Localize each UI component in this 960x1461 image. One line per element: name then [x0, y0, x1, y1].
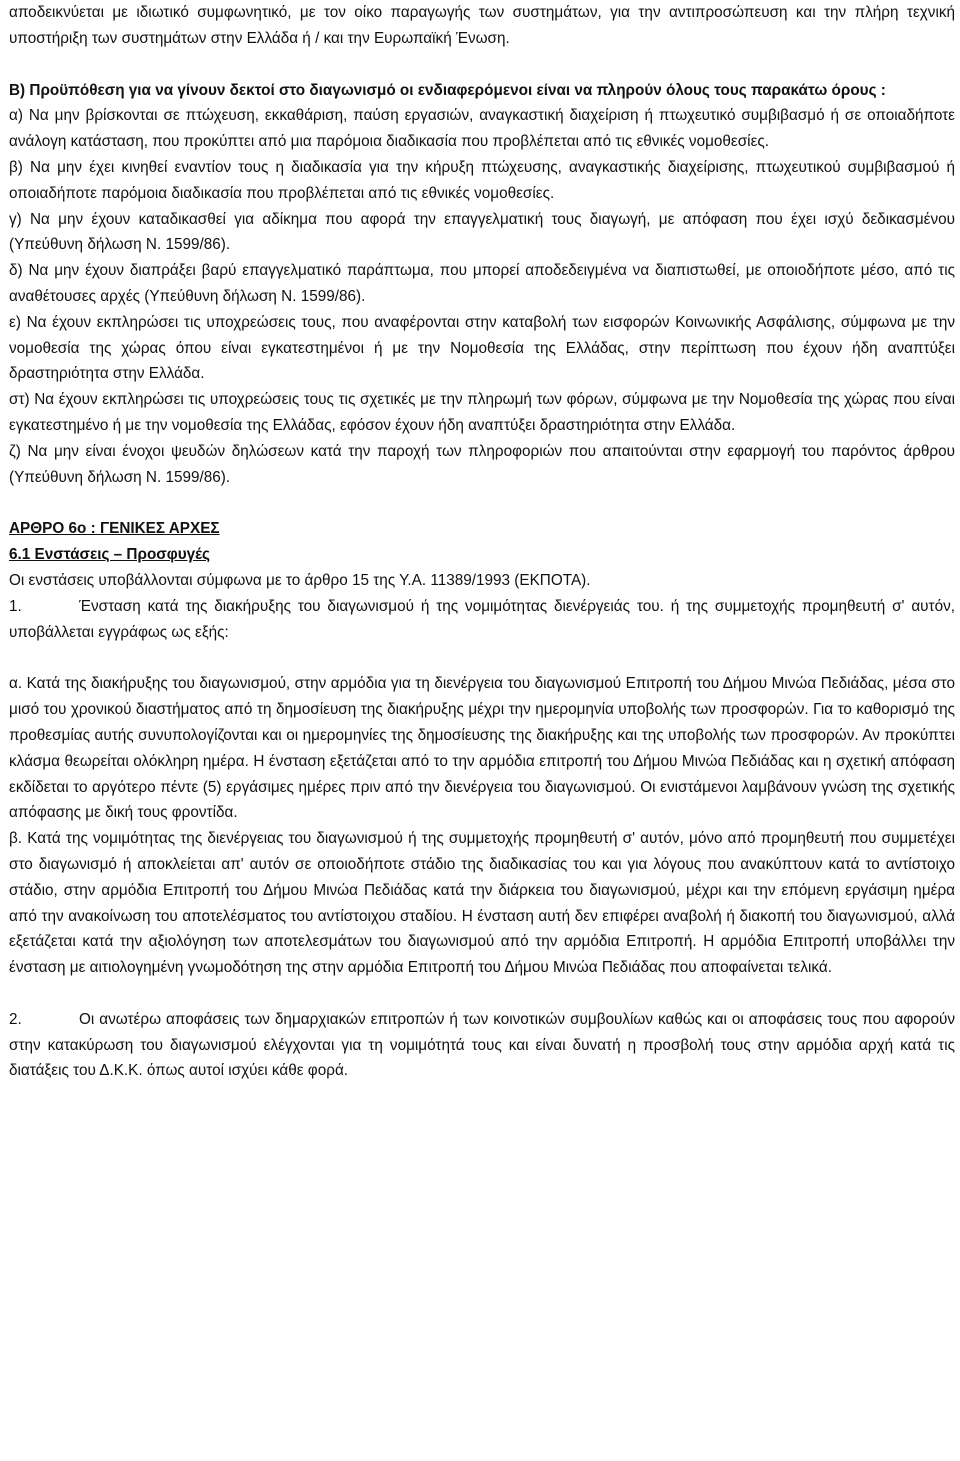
condition-c: γ) Να μην έχουν καταδικασθεί για αδίκημα που αφορά την επαγγελματική τους διαγωγή, με απόφαση που έχει ισχύ δεδικασμένου (Υπεύθυνη δήλωση Ν. 1599/86).	[9, 210, 955, 254]
spacer	[9, 981, 955, 1007]
article-6-1-subtitle: 6.1 Ενστάσεις – Προσφυγές	[9, 546, 210, 564]
condition-b: β) Να μην έχει κινηθεί εναντίον τους η διαδικασία για την κήρυξη πτώχευσης, αναγκαστικής διαχείρισης, πτωχευτικού συμβιβασμού ή οποιαδήποτε παρόμοια διαδικασία που προβλέπεται από τις εθνικές νομοθεσίες.	[9, 158, 955, 202]
item-1-text: Ένσταση κατά της διακήρυξης του διαγωνισμού ή της νομιμότητας διενέργειάς του. ή της συμμετοχής προμηθευτή σ' αυτόν, υποβάλλεται εγγράφως ως εξής:	[9, 597, 955, 641]
condition-a: α) Να μην βρίσκονται σε πτώχευση, εκκαθάριση, παύση εργασιών, αναγκαστική διαχείριση ή πτωχευτικό συμβιβασμό ή σε οποιαδήποτε ανάλογη κατάσταση, που προκύπτει από μια παρόμοια διαδικασία που προβλέπεται από τις εθνικές νομοθεσίες.	[9, 107, 955, 151]
document-page	[9, 0, 955, 1084]
numbered-item-2	[9, 1007, 955, 1084]
intro-paragraph: αποδεικνύεται με ιδιωτικό συμφωνητικό, με τον οίκο παραγωγής των συστημάτων, για την αντιπροσώπευση και την πλήρη τεχνική υποστήριξη των συστημάτων στην Ελλάδα ή / και την Ευρωπαϊκή Ένωση.	[9, 4, 955, 47]
paragraph-b: β. Κατά της νομιμότητας της διενέργειας του διαγωνισμού ή της συμμετοχής προμηθευτή σ' αυτόν, μόνο από προμηθευτή που συμμετέχει στο διαγωνισμό ή αποκλείεται απ' αυτόν σε οποιοδήποτε στάδιο της διαδικασίας του και για λόγους που ανακύπτουν κατά το αντίστοιχο στάδιο, στην αρμόδια Επιτροπή του Δήμου Μινώα Πεδιάδας κατά την διάρκεια του διαγωνισμού, μέχρι και την επόμενη εργάσιμη ημέρα από την ανακοίνωση του αποτελέσματος του αντίστοιχου σταδίου. Η ένσταση αυτή δεν επιφέρει αναβολή ή διακοπή του διαγωνισμού, αλλά εξετάζεται κατά την αξιολόγηση των αποτελεσμάτων του διαγωνισμού από την αρμόδια Επιτροπή. Η αρμόδια Επιτροπή υποβάλλει την ένσταση με αιτιολογημένη γνωμοδότηση της στην αρμόδια Επιτροπή του Δήμου Μινώα Πεδιάδας που αποφαίνεται τελικά.	[9, 830, 955, 977]
spacer	[9, 490, 955, 516]
article-6-title: ΑΡΘΡΟ 6ο : ΓΕΝΙΚΕΣ ΑΡΧΕΣ	[9, 520, 220, 538]
objections-lead: Οι ενστάσεις υποβάλλονται σύμφωνα με το άρθρο 15 της Υ.Α. 11389/1993 (ΕΚΠΟΤΑ).	[9, 571, 591, 589]
item-2-marker: 2.	[9, 1010, 22, 1028]
section-b-title: Β) Προϋπόθεση για να γίνουν δεκτοί στο διαγωνισμό οι ενδιαφερόμενοι είναι να πληρούν όλους τους παρακάτω όρους :	[9, 81, 886, 99]
item-1-marker: 1.	[9, 597, 22, 615]
spacer	[9, 52, 955, 78]
condition-st: στ) Να έχουν εκπληρώσει τις υποχρεώσεις τους τις σχετικές με την πληρωμή των φόρων, σύμφωνα με την Νομοθεσία της χώρας που είναι εγκατεστημένο ή με την νομοθεσία της Ελλάδας, εφόσον έχουν ήδη αναπτύξει δραστηριότητα στην Ελλάδα.	[9, 391, 955, 434]
condition-d: δ) Να μην έχουν διαπράξει βαρύ επαγγελματικό παράπτωμα, που μπορεί αποδεδειγμένα να διαπιστωθεί, με οποιοδήποτε μέσο, από τις αναθέτουσες αρχές (Υπεύθυνη δήλωση Ν. 1599/86).	[9, 262, 955, 305]
spacer	[9, 645, 955, 671]
condition-e: ε) Να έχουν εκπληρώσει τις υποχρεώσεις τους, που αναφέρονται στην καταβολή των εισφορών Κοινωνικής Ασφάλισης, σύμφωνα με την νομοθεσία της χώρας όπου είναι εγκατεστημένοι ή με την Νομοθεσία της Ελλάδας, στην περίπτωση που έχουν ήδη αναπτύξει δραστηριότητα στην Ελλάδα.	[9, 313, 955, 383]
item-2-text: Οι ανωτέρω αποφάσεις των δημαρχιακών επιτροπών ή των κοινοτικών συμβουλίων καθώς και οι αποφάσεις τους που αφορούν στην κατακύρωση του διαγωνισμού ελέγχονται για τη νομιμότητά τους και είναι δυνατή η προσβολή τους στην αρμόδια αρχή κατά τις διατάξεις του Δ.Κ.Κ. όπως αυτοί ισχύει κάθε φορά.	[9, 1010, 955, 1080]
numbered-item-1	[9, 594, 955, 646]
paragraph-a: α. Κατά της διακήρυξης του διαγωνισμού, στην αρμόδια για τη διενέργεια του διαγωνισμού Επιτροπή του Δήμου Μινώα Πεδιάδας, μέσα στο μισό του χρονικού διαστήματος από τη δημοσίευση της διακήρυξης μέχρι την ημερομηνία υποβολής των προσφορών. Για το καθορισμό της προθεσμίας αυτής συνυπολογίζονται και οι ημερομηνίες της δημοσίευσης της διακήρυξης και της υποβολής των προσφορών. Αν προκύπτει κλάσμα θεωρείται ολόκληρη ημέρα. Η ένσταση εξετάζεται από το την αρμόδια επιτροπή του Δήμου Μινώα Πεδιάδας και η σχετική απόφαση εκδίδεται το αργότερο πέντε (5) εργάσιμες ημέρες πριν από την διενέργεια του διαγωνισμού. Οι ενιστάμενοι λαμβάνουν γνώση της σχετικής απόφασης με δική τους φροντίδα.	[9, 675, 955, 822]
condition-z: ζ) Να μην είναι ένοχοι ψευδών δηλώσεων κατά την παροχή των πληροφοριών που απαιτούνται στην εφαρμογή του παρόντος άρθρου (Υπεύθυνη δήλωση Ν. 1599/86).	[9, 442, 955, 486]
